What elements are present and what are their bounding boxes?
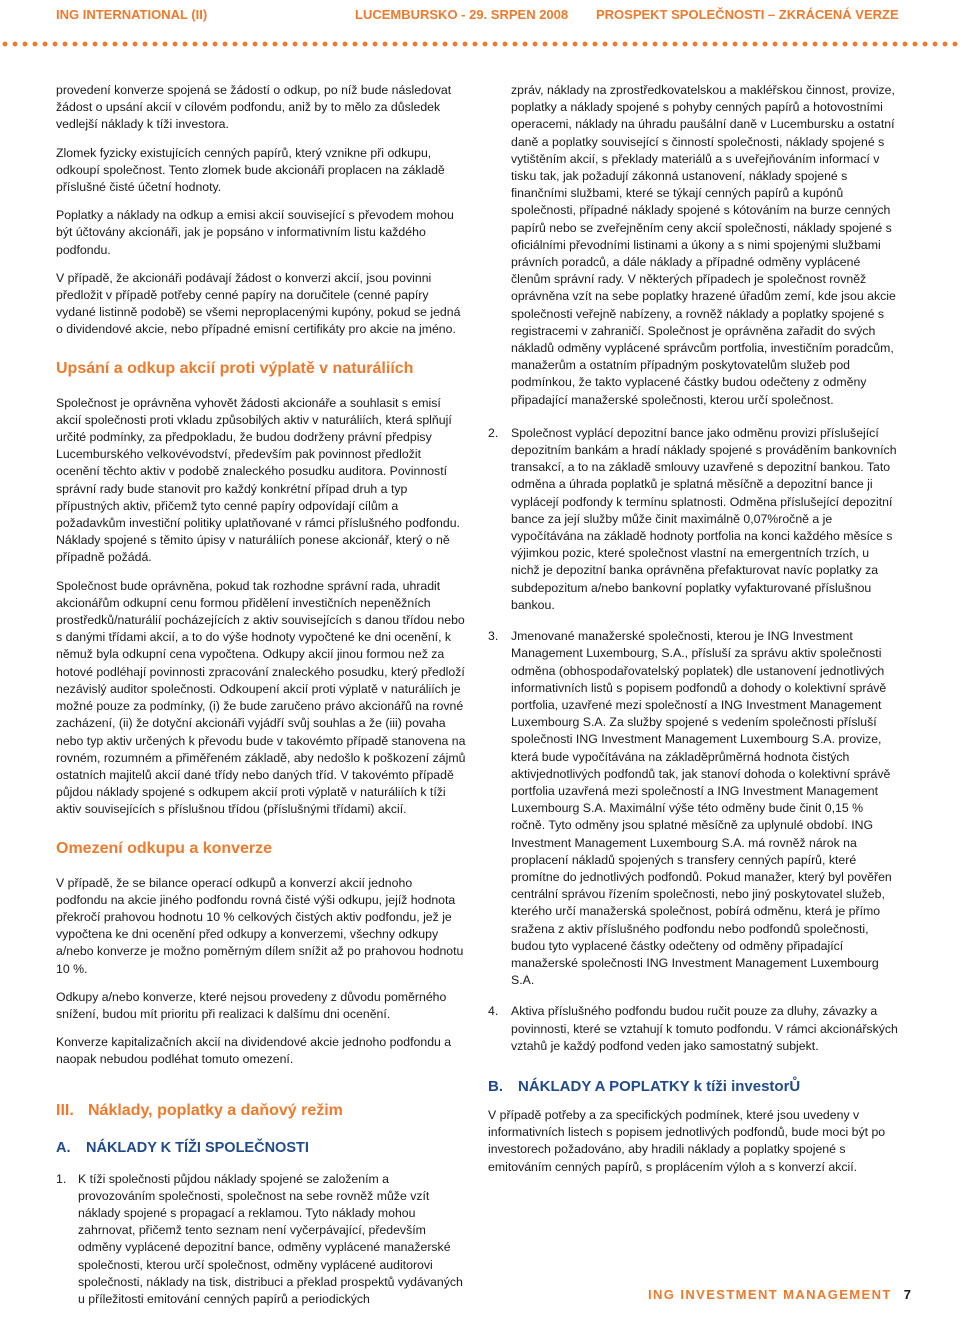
paragraph: Odkupy a/nebo konverze, které nejsou provedeny z důvodu poměrného snížení, budou mít prioritu při realizaci k dalšímu dni ocenění. bbox=[56, 989, 447, 1021]
numbered-item-1 bbox=[56, 1171, 466, 1309]
subheading-b-letter: B. bbox=[488, 1077, 503, 1095]
subheading-a-title: NÁKLADY K TÍŽI SPOLEČNOSTI bbox=[86, 1139, 309, 1156]
numbered-item-3 bbox=[488, 628, 900, 989]
header-fund-name: ING INTERNATIONAL (II) bbox=[56, 7, 208, 22]
right-column bbox=[488, 82, 900, 1187]
page-header bbox=[0, 0, 960, 30]
subheading-b-title: NÁKLADY A POPLATKY k tíži investorŮ bbox=[518, 1077, 801, 1095]
paragraph: Konverze kapitalizačních akcií na dividendové akcie jednoho podfondu a naopak nebudou podléhat tomuto omezení. bbox=[56, 1035, 452, 1067]
header-date: LUCEMBURSKO - 29. SRPEN 2008 bbox=[355, 7, 569, 22]
item-text: Společnost vyplácí depozitní bance jako odměnu provizi příslušející depozitním bankám a hradí náklady spojené s prováděním bankovních transakcí, a to na základě smlouvy uzavřené s depozitní bankou. Tato odměna a úhrada poplatků je splatná měsíčně a depozitní bance ji vyplácejí podfondy k termínu splatnosti. Odměna příslušející depozitní bance za její služby může činit maximálně 0,07%ročně a je vypočítávána na základě hodnoty portfolia na konci každého měsíce s výjimkou pozic, které společnost vlastní na emergentních trzích, u nichž je depozitní banka oprávněna přefakturovat navíc poplatky za subdepozitum a/nebo bankovní poplatky vyfakturované příslušnou bankou. bbox=[511, 425, 897, 612]
item-text: Jmenované manažerské společnosti, kterou je ING Investment Management Luxembourg, S.A., přísluší za správu aktiv společnosti odměna (obhospodařovatelský poplatek) dle ustanovení jednotlivých informativních listů s popisem podfondů a dohody o kolektivní správě portfolia, uzavřené mezi společností a ING Investment Management Luxembourg S.A. Za služby spojené s vedením společnosti přísluší společnosti ING Investment Management Luxembourg S.A. provize, která bude vypočítávána na základěprůměrná hodnota čistých aktivjednotlivých podfondů tak, jak stanoví dohoda o kolektivní správě portfolia uzavřená mezi společností a ING Investment Management Luxembourg S.A. Maximální výše této odměny bude činit 0,15 % ročně. Tyto odměny jsou splatné měsíčně za uplynulé období. ING Investment Management Luxembourg S.A. má rovněž nárok na proplacení nákladů spojených s transfery cenných papírů, které promítne do jednotlivých podfondů. Pokud manažer, který byl pověřen centrální správou řízením společnosti, nebo jiný poskytovatel služeb, kterého určí manažerská společnost, pobírá odměnu, která je přímo sražena z aktiv příslušného podfondu nebo podfondů společnosti, budou tyto vyplacené částky odečteny od odměny připadající manažerské společnosti ING Investment Management Luxembourg S.A. bbox=[511, 629, 892, 988]
item-text: zpráv, náklady na zprostředkovatelskou a makléřskou činnost, provize, poplatky a náklady spojené s pohyby cenných papírů a hotovostními operacemi, náklady na úhradu paušální daně v Lucembursku a ostatní daně a poplatky související s činností společnosti, náklady spojené s vytištěním akcií, s překlady materiálů a s uveřejňováním informací v tisku tak, jak požadují zákonná ustanovení, náklady spojené s finančními službami, které se týkají cenných papírů a kupónů společnosti, případné náklady spojené s kótováním na burze cenných papírů nebo se zveřejněním ceny akcií společnosti, náklady spojené s oficiálními převodními listinami a úkony a s nimi spojenými službami právních poradců, a dále náklady a případné odměny vyplácené členům správní rady. V některých případech je společnost rovněž oprávněna vzít na sebe poplatky hrazené úřadům zemí, kde jsou akcie společnosti veřejně nabízeny, a rovněž náklady a poplatky spojené s registracemi v zahraničí. Společnost je oprávněna zařadit do svých nákladů odměny vyplácené správcům portfolia, investičním poradcům, manažerům a ostatním případným poskytovatelům služeb pod podmínkou, že takto vyplacené částky budou odečteny z odměny připadající manažerské společnosti, kterou určí společnost. bbox=[511, 83, 896, 407]
paragraph: Poplatky a náklady na odkup a emisi akcií související s převodem mohou být účtovány akcionáři, jak je popsáno v informativním listu každého podfondu. bbox=[56, 208, 454, 257]
numbered-item-1-continued bbox=[488, 82, 900, 409]
item-number: 1. bbox=[56, 1171, 67, 1186]
numbered-item-4 bbox=[488, 1003, 900, 1055]
item-number: 4. bbox=[488, 1004, 499, 1019]
paragraph: Společnost bude oprávněna, pokud tak rozhodne správní rada, uhradit akcionářům odkupní cenu formou přidělení investičních nepeněžních prostředků/naturálií pocházejících z aktiv souvisejících s danou třídou nebo s danými třídami akcií, a to do výše hodnoty vypočtené ke dni ocenění, k němuž byla odkupní cena vypočtena. Odkupy akcií jinou formou než za hotové podléhají povinnosti zpracování znaleckého posudku, který předloží nezávislý auditor společnosti. Odkoupení akcií proti výplatě v naturáliích je možné pouze za podmínky, (i) že bude zaručeno právo akcionářů na rovné zacházení, (ii) že dotyční akcionáři vyjádří svůj souhlas a že (iii) povaha nebo typ aktiv určených k převodu bude v takovémto případě stanovena na rovném, rozumném a přiměřeném základě, aby nedošlo k poškození zájmů ostatních majitelů akcií dané třídy nebo daných tříd. V takovémto případě půjdou náklady spojené s odkupem akcií proti výplatě v naturáliích k tíži aktiv souvisejících s příslušnou třídou (příslušnými třídami) akcií. bbox=[56, 578, 466, 817]
part-heading bbox=[56, 1101, 466, 1121]
subheading-a bbox=[56, 1139, 466, 1157]
item-number: 3. bbox=[488, 629, 499, 644]
paragraph: Společnost je oprávněna vyhovět žádosti akcionáře a souhlasit s emisí akcií společnosti proti vkladu způsobilých aktiv v naturáliích, která splňují určité podmínky, za předpokladu, že budou dodrženy právní předpisy Lucemburského velkovévodství, především pak povinnost předložit ocenění těchto aktiv v podobě znaleckého posudku auditora. Povinností správní rady bude stanovit pro každý konkrétní případ druh a typ přípustných aktiv, přičemž tyto cenné papíry odpovídají cílům a požadavkům investiční politiky uplatňované v rámci příslušného podfondu. Náklady spojené s těmito úpisy v naturáliích ponese akcionář, který o ně případně požádá. bbox=[56, 395, 460, 565]
paragraph: V případě, že akcionáři podávají žádost o konverzi akcií, jsou povinni předložit v případě potřeby cenné papíry na doručitele (cenné papíry vydané listinně podobě) se všemi neproplacenými kupóny, pokud se jedná o dividendové akcie, nebo případné emisní certifikáty pro akcie na jméno. bbox=[56, 270, 461, 337]
subheading-b bbox=[488, 1077, 900, 1097]
section-heading-in-kind: Upsání a odkup akcií proti výplatě v naturáliích bbox=[56, 359, 414, 377]
page-footer bbox=[648, 1287, 911, 1302]
page-number: 7 bbox=[903, 1287, 911, 1302]
section-heading-redemption-limits: Omezení odkupu a konverze bbox=[56, 839, 273, 857]
header-dotted-divider bbox=[0, 40, 960, 48]
numbered-item-2 bbox=[488, 425, 900, 614]
footer-brand: ING INVESTMENT MANAGEMENT bbox=[648, 1287, 892, 1302]
part-title: Náklady, poplatky a daňový režim bbox=[88, 1101, 343, 1119]
left-column bbox=[56, 82, 466, 1322]
paragraph: provedení konverze spojená se žádostí o odkup, po níž bude následovat žádost o upsání akcií v cílovém podfondu, aniž by to mělo za důsledek vedlejší náklady k tíži investora. bbox=[56, 83, 452, 132]
item-text: Aktiva příslušného podfondu budou ručit pouze za dluhy, závazky a povinnosti, které se vztahují k tomuto podfondu. V rámci akcionářských vztahů je každý podfond veden jako samostatný subjekt. bbox=[511, 1004, 898, 1053]
paragraph: V případě, že se bilance operací odkupů a konverzí akcií jednoho podfondu na akcie jiného podfondu rovná čisté výši odkupu, jejíž hodnota překročí prahovou hodnotu 10 % celkových čistých aktiv podfondu, jež je vypočtena ke dni ocenění před odkupy a konverzemi, všechny odkupy a/nebo konverze je možno poměrným dílem snížit až po prahovou hodnotu 10 %. bbox=[56, 875, 464, 976]
part-number: III. bbox=[56, 1101, 74, 1119]
item-text: K tíži společnosti půjdou náklady spojené se založením a provozováním společnosti, společnost na sebe rovněž může vzít náklady spojené s propagací a reklamou. Tyto náklady mohou zahrnovat, přičemž tento seznam není vyčerpávající, především odměny vyplácené depozitní bance, odměny vyplácené manažerské společnosti, kterou určí společnost, odměny vyplácené auditorovi společnosti, náklady na tisk, distribuci a překlad prospektů vydávaných u příležitosti emitování cenných papírů a periodických bbox=[78, 1171, 463, 1306]
paragraph: V případě potřeby a za specifických podmínek, které jsou uvedeny v informativních listech s popisem jednotlivých podfondů, bude moci být po investorech požadováno, aby hradili náklady a poplatky spojené s emitováním cenných papírů, s proplácením výloh a s konverzí akcií. bbox=[488, 1107, 886, 1174]
subheading-a-letter: A. bbox=[56, 1139, 71, 1156]
header-document-title: PROSPEKT SPOLEČNOSTI – ZKRÁCENÁ VERZE bbox=[596, 7, 899, 22]
paragraph: Zlomek fyzicky existujících cenných papírů, který vznikne při odkupu, odkoupí společnost. Tento zlomek bude akcionáři proplacen na základě příslušné čisté účetní hodnoty. bbox=[56, 145, 445, 195]
item-number: 2. bbox=[488, 425, 499, 440]
